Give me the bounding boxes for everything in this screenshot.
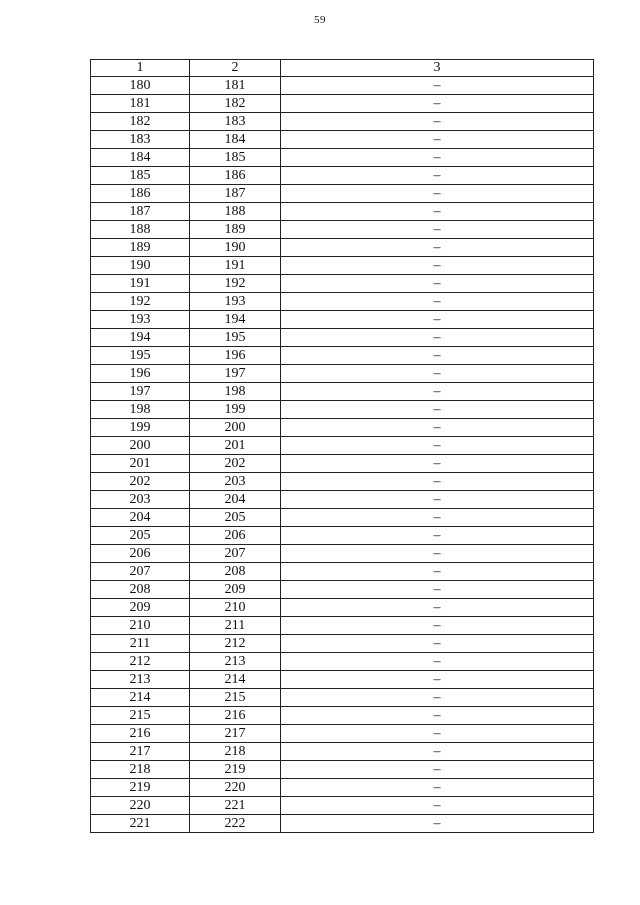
table-row [91, 77, 594, 95]
table-cell-col-3: – [281, 743, 594, 761]
table-cell-col-3: – [281, 653, 594, 671]
table-cell-col-3: – [281, 167, 594, 185]
table-row [91, 113, 594, 131]
table-row [91, 203, 594, 221]
table-cell-col-1: 211 [91, 635, 190, 653]
table-row [91, 635, 594, 653]
table-cell-col-2: 191 [190, 257, 281, 275]
table-cell-col-2: 181 [190, 77, 281, 95]
table-cell-col-2: 200 [190, 419, 281, 437]
table-cell-col-1: 204 [91, 509, 190, 527]
table-cell-col-1: 182 [91, 113, 190, 131]
table-row [91, 689, 594, 707]
table-cell-col-3: – [281, 671, 594, 689]
table-cell-col-3: – [281, 275, 594, 293]
table-cell-col-2: 197 [190, 365, 281, 383]
table-cell-col-3: – [281, 545, 594, 563]
table-cell-col-1: 186 [91, 185, 190, 203]
table-cell-col-1: 194 [91, 329, 190, 347]
table-row [91, 581, 594, 599]
table-cell-col-1: 192 [91, 293, 190, 311]
table-cell-col-1: 207 [91, 563, 190, 581]
table-cell-col-3: – [281, 419, 594, 437]
table-row [91, 167, 594, 185]
table-cell-col-2: 201 [190, 437, 281, 455]
table-cell-col-3: – [281, 473, 594, 491]
table-cell-col-1: 206 [91, 545, 190, 563]
table-row [91, 491, 594, 509]
column-header-3: 3 [281, 60, 594, 77]
table-cell-col-1: 220 [91, 797, 190, 815]
table-row [91, 239, 594, 257]
table-row [91, 797, 594, 815]
table-row [91, 545, 594, 563]
table-row [91, 653, 594, 671]
table-cell-col-2: 210 [190, 599, 281, 617]
table-row [91, 743, 594, 761]
table-row [91, 329, 594, 347]
table-cell-col-2: 219 [190, 761, 281, 779]
table-cell-col-2: 204 [190, 491, 281, 509]
table-row [91, 761, 594, 779]
table-cell-col-1: 200 [91, 437, 190, 455]
table-cell-col-3: – [281, 437, 594, 455]
table-cell-col-2: 216 [190, 707, 281, 725]
table-cell-col-1: 208 [91, 581, 190, 599]
data-table [90, 59, 594, 833]
table-cell-col-2: 215 [190, 689, 281, 707]
table-row [91, 293, 594, 311]
table-cell-col-1: 184 [91, 149, 190, 167]
table-cell-col-3: – [281, 761, 594, 779]
table-row [91, 617, 594, 635]
table-cell-col-1: 189 [91, 239, 190, 257]
table-row [91, 509, 594, 527]
table-cell-col-3: – [281, 257, 594, 275]
table-row [91, 221, 594, 239]
table-cell-col-2: 208 [190, 563, 281, 581]
table-cell-col-2: 184 [190, 131, 281, 149]
table-cell-col-1: 219 [91, 779, 190, 797]
table-cell-col-3: – [281, 707, 594, 725]
table-cell-col-2: 212 [190, 635, 281, 653]
table-cell-col-3: – [281, 815, 594, 833]
table-cell-col-2: 206 [190, 527, 281, 545]
table-cell-col-1: 215 [91, 707, 190, 725]
table-row [91, 473, 594, 491]
table-cell-col-2: 195 [190, 329, 281, 347]
table-row [91, 707, 594, 725]
table-cell-col-3: – [281, 689, 594, 707]
table-cell-col-3: – [281, 77, 594, 95]
table-cell-col-1: 221 [91, 815, 190, 833]
table-cell-col-1: 180 [91, 77, 190, 95]
table-row [91, 131, 594, 149]
table-cell-col-1: 213 [91, 671, 190, 689]
column-header-1: 1 [91, 60, 190, 77]
table-cell-col-3: – [281, 725, 594, 743]
table-row [91, 599, 594, 617]
table-cell-col-2: 193 [190, 293, 281, 311]
table-cell-col-3: – [281, 95, 594, 113]
table-cell-col-3: – [281, 527, 594, 545]
table-cell-col-2: 188 [190, 203, 281, 221]
table-row [91, 527, 594, 545]
table-row [91, 347, 594, 365]
table-cell-col-2: 194 [190, 311, 281, 329]
table-cell-col-2: 199 [190, 401, 281, 419]
table-cell-col-3: – [281, 365, 594, 383]
table-cell-col-1: 193 [91, 311, 190, 329]
table-row [91, 257, 594, 275]
table-cell-col-3: – [281, 185, 594, 203]
table-cell-col-3: – [281, 329, 594, 347]
table-cell-col-2: 189 [190, 221, 281, 239]
table-cell-col-1: 214 [91, 689, 190, 707]
table-cell-col-1: 199 [91, 419, 190, 437]
table-row [91, 671, 594, 689]
table-cell-col-2: 202 [190, 455, 281, 473]
column-header-2: 2 [190, 60, 281, 77]
table-cell-col-2: 213 [190, 653, 281, 671]
table-cell-col-3: – [281, 383, 594, 401]
table-cell-col-2: 217 [190, 725, 281, 743]
table-cell-col-3: – [281, 239, 594, 257]
table-row [91, 149, 594, 167]
table-row [91, 365, 594, 383]
table-cell-col-3: – [281, 203, 594, 221]
table-cell-col-1: 183 [91, 131, 190, 149]
table-cell-col-2: 211 [190, 617, 281, 635]
table-cell-col-1: 217 [91, 743, 190, 761]
table-cell-col-1: 205 [91, 527, 190, 545]
table-cell-col-1: 197 [91, 383, 190, 401]
table-header-row [91, 60, 594, 77]
table-cell-col-2: 214 [190, 671, 281, 689]
table-header [91, 60, 594, 77]
table-cell-col-3: – [281, 617, 594, 635]
table-cell-col-3: – [281, 563, 594, 581]
table-cell-col-3: – [281, 131, 594, 149]
table-cell-col-1: 201 [91, 455, 190, 473]
table-cell-col-2: 218 [190, 743, 281, 761]
table-cell-col-1: 202 [91, 473, 190, 491]
table-cell-col-2: 221 [190, 797, 281, 815]
table-row [91, 779, 594, 797]
table-cell-col-1: 196 [91, 365, 190, 383]
table-cell-col-2: 220 [190, 779, 281, 797]
table-cell-col-1: 209 [91, 599, 190, 617]
table-cell-col-3: – [281, 221, 594, 239]
table-cell-col-2: 192 [190, 275, 281, 293]
table-row [91, 401, 594, 419]
table-cell-col-3: – [281, 509, 594, 527]
table-cell-col-3: – [281, 113, 594, 131]
table-cell-col-1: 185 [91, 167, 190, 185]
table-cell-col-1: 198 [91, 401, 190, 419]
table-cell-col-1: 216 [91, 725, 190, 743]
table-row [91, 275, 594, 293]
table-cell-col-1: 212 [91, 653, 190, 671]
table-cell-col-2: 207 [190, 545, 281, 563]
table-cell-col-2: 203 [190, 473, 281, 491]
table-row [91, 815, 594, 833]
table-cell-col-3: – [281, 293, 594, 311]
table-cell-col-1: 181 [91, 95, 190, 113]
table-cell-col-2: 222 [190, 815, 281, 833]
table-cell-col-3: – [281, 599, 594, 617]
table-cell-col-1: 191 [91, 275, 190, 293]
table-cell-col-1: 218 [91, 761, 190, 779]
table-cell-col-3: – [281, 581, 594, 599]
table-row [91, 185, 594, 203]
table-cell-col-2: 183 [190, 113, 281, 131]
table-cell-col-1: 190 [91, 257, 190, 275]
table-cell-col-2: 196 [190, 347, 281, 365]
table-cell-col-3: – [281, 149, 594, 167]
table-row [91, 437, 594, 455]
table-body [91, 77, 594, 833]
table-cell-col-2: 198 [190, 383, 281, 401]
table-cell-col-1: 187 [91, 203, 190, 221]
table-cell-col-2: 186 [190, 167, 281, 185]
table-row [91, 419, 594, 437]
table-row [91, 563, 594, 581]
table-cell-col-2: 187 [190, 185, 281, 203]
table-row [91, 725, 594, 743]
table-row [91, 455, 594, 473]
table-row [91, 383, 594, 401]
table-cell-col-1: 195 [91, 347, 190, 365]
table-cell-col-3: – [281, 311, 594, 329]
table-cell-col-3: – [281, 491, 594, 509]
table-cell-col-2: 185 [190, 149, 281, 167]
table-cell-col-3: – [281, 797, 594, 815]
table-cell-col-2: 209 [190, 581, 281, 599]
table-cell-col-3: – [281, 455, 594, 473]
table-row [91, 311, 594, 329]
table-cell-col-3: – [281, 779, 594, 797]
table-cell-col-2: 205 [190, 509, 281, 527]
table-cell-col-3: – [281, 401, 594, 419]
table-cell-col-1: 203 [91, 491, 190, 509]
table-cell-col-1: 210 [91, 617, 190, 635]
table-cell-col-2: 182 [190, 95, 281, 113]
table-cell-col-3: – [281, 347, 594, 365]
table-row [91, 95, 594, 113]
page-number: 59 [314, 14, 326, 26]
table-cell-col-2: 190 [190, 239, 281, 257]
table-cell-col-3: – [281, 635, 594, 653]
table-cell-col-1: 188 [91, 221, 190, 239]
